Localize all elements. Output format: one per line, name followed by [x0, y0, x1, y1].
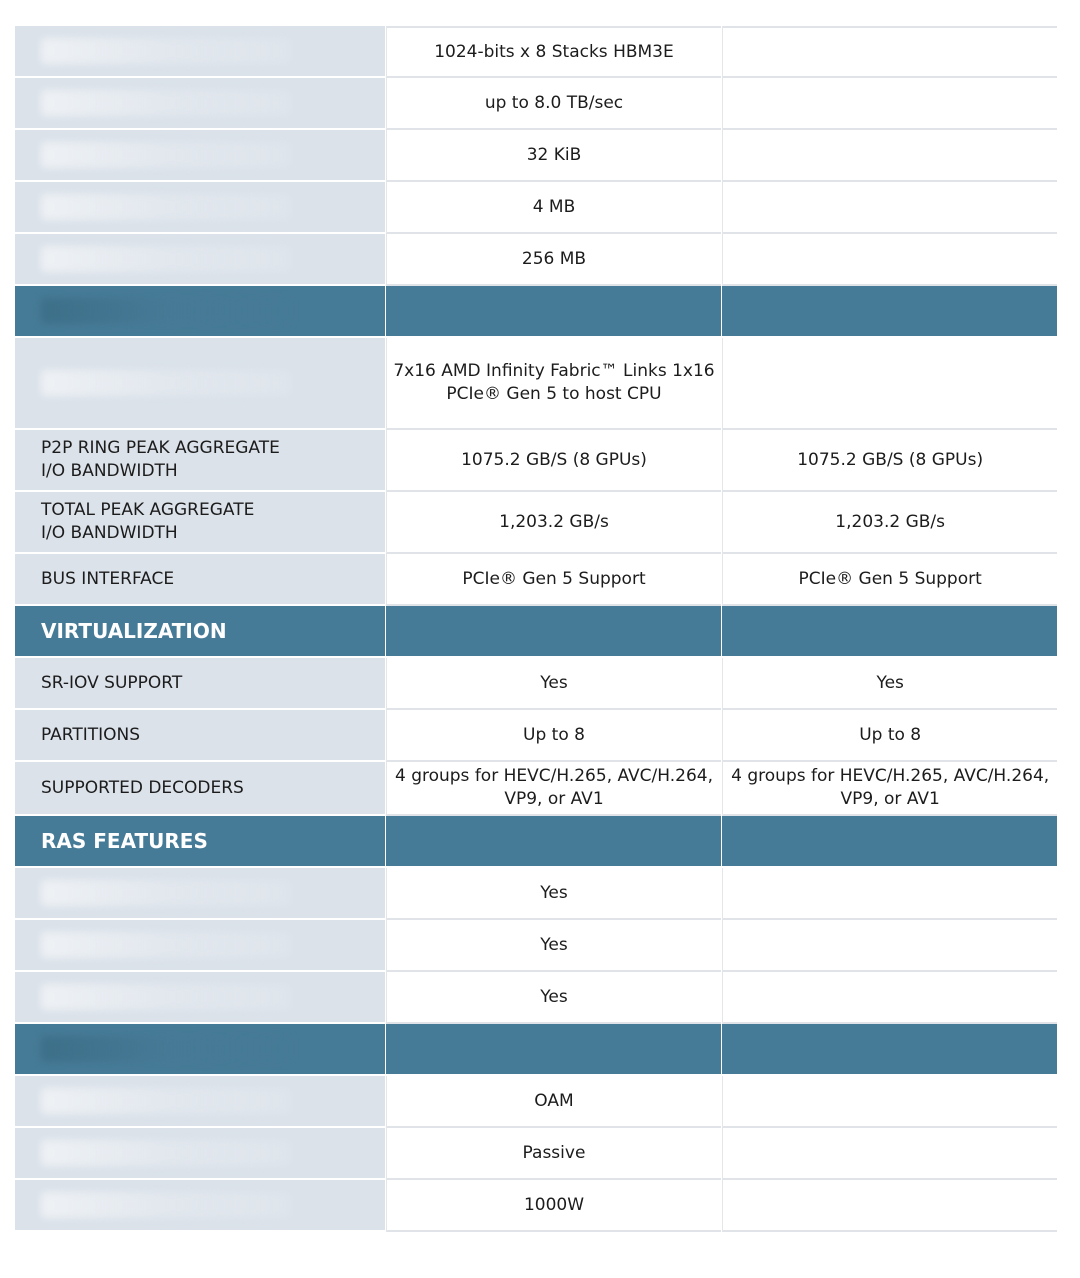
section-header-row — [15, 286, 1057, 338]
spec-label — [15, 868, 385, 920]
value-text: 1,203.2 GB/s — [835, 511, 946, 532]
spec-label — [15, 554, 385, 606]
section-header-row — [15, 606, 1057, 658]
spec-value-col1 — [386, 1128, 722, 1180]
spec-value-col2 — [722, 868, 1057, 920]
spec-label — [15, 1180, 385, 1232]
spec-value-col1 — [386, 972, 722, 1024]
label-text: TOTAL PEAK AGGREGATE I/O BANDWIDTH — [41, 500, 255, 543]
redacted-label-placeholder — [41, 246, 291, 272]
spec-value-col1 — [386, 78, 722, 130]
spec-value-col1 — [386, 920, 722, 972]
value-text: 32 KiB — [526, 144, 582, 165]
redacted-label-placeholder — [41, 880, 291, 906]
spec-value-col1 — [386, 710, 722, 762]
spec-value-col1 — [386, 234, 722, 286]
spec-value-col2 — [722, 1024, 1057, 1076]
spec-value-col2 — [722, 26, 1057, 78]
section-title — [15, 1024, 385, 1076]
spec-row — [15, 710, 1057, 762]
label-text: PARTITIONS — [41, 724, 141, 745]
spec-row — [15, 554, 1057, 606]
spec-label — [15, 1128, 385, 1180]
spec-label — [15, 78, 385, 130]
value-text: OAM — [534, 1090, 574, 1111]
section-title — [15, 816, 385, 868]
spec-value-col1 — [386, 130, 722, 182]
spec-value-col1 — [386, 554, 722, 606]
label-text: BUS INTERFACE — [41, 568, 175, 589]
label-text: SR-IOV SUPPORT — [41, 672, 183, 693]
value-text: 1000W — [523, 1194, 585, 1215]
value-text: 1075.2 GB/S (8 GPUs) — [461, 449, 647, 470]
redacted-label-placeholder — [41, 932, 291, 958]
spec-row — [15, 1180, 1057, 1232]
spec-label — [15, 920, 385, 972]
spec-label — [15, 658, 385, 710]
value-text: Up to 8 — [523, 724, 585, 745]
spec-label — [15, 430, 385, 492]
spec-row — [15, 130, 1057, 182]
spec-label — [15, 338, 385, 430]
label-text: SUPPORTED DECODERS — [41, 777, 244, 798]
spec-value-col1 — [386, 182, 722, 234]
spec-row — [15, 972, 1057, 1024]
spec-value-col2 — [722, 492, 1057, 554]
spec-row — [15, 234, 1057, 286]
spec-value-col2 — [722, 816, 1057, 868]
spec-value-col1 — [386, 1024, 722, 1076]
label-text: RAS FEATURES — [41, 828, 208, 853]
section-title — [15, 286, 385, 338]
spec-value-col2 — [722, 338, 1057, 430]
value-text: Yes — [540, 986, 568, 1007]
redacted-label-placeholder — [41, 984, 291, 1010]
redacted-label-placeholder — [41, 370, 291, 396]
redacted-label-placeholder — [41, 1192, 291, 1218]
value-text: 4 MB — [532, 196, 576, 217]
spec-value-col1 — [386, 1180, 722, 1232]
spec-value-col1 — [386, 338, 722, 430]
spec-value-col1 — [386, 606, 722, 658]
spec-value-col1 — [386, 658, 722, 710]
spec-value-col1 — [386, 492, 722, 554]
spec-value-col1 — [386, 868, 722, 920]
spec-row — [15, 78, 1057, 130]
spec-row — [15, 762, 1057, 816]
spec-value-col2 — [722, 658, 1057, 710]
spec-value-col1 — [386, 816, 722, 868]
redacted-label-placeholder — [41, 142, 291, 168]
spec-value-col2 — [722, 554, 1057, 606]
section-header-row — [15, 816, 1057, 868]
spec-label — [15, 492, 385, 554]
spec-value-col2 — [722, 78, 1057, 130]
spec-value-col2 — [722, 130, 1057, 182]
spec-label — [15, 26, 385, 78]
spec-value-col2 — [722, 234, 1057, 286]
spec-value-col1 — [386, 430, 722, 492]
value-text: Up to 8 — [859, 724, 922, 745]
spec-row — [15, 658, 1057, 710]
label-text: VIRTUALIZATION — [41, 618, 227, 643]
value-text: up to 8.0 TB/sec — [484, 92, 624, 113]
value-text: PCIe® Gen 5 Support — [798, 568, 982, 589]
spec-value-col2 — [722, 182, 1057, 234]
spec-label — [15, 234, 385, 286]
value-text: Yes — [876, 672, 904, 693]
spec-label — [15, 1076, 385, 1128]
redacted-label-placeholder — [41, 90, 291, 116]
spec-row — [15, 430, 1057, 492]
value-text: 7x16 AMD Infinity Fabric™ Links 1x16 PCIe® Gen 5 to host CPU — [393, 361, 715, 404]
spec-value-col2 — [722, 1180, 1057, 1232]
spec-value-col2 — [722, 606, 1057, 658]
section-header-row — [15, 1024, 1057, 1076]
spec-label — [15, 710, 385, 762]
spec-row — [15, 868, 1057, 920]
label-text: P2P RING PEAK AGGREGATE I/O BANDWIDTH — [41, 438, 280, 481]
section-title — [15, 606, 385, 658]
spec-value-col2 — [722, 1128, 1057, 1180]
spec-row — [15, 1128, 1057, 1180]
spec-value-col2 — [722, 920, 1057, 972]
spec-row — [15, 492, 1057, 554]
spec-value-col1 — [386, 1076, 722, 1128]
spec-row — [15, 26, 1057, 78]
value-text: 1075.2 GB/S (8 GPUs) — [797, 449, 984, 470]
value-text: Yes — [540, 882, 568, 903]
redacted-label-placeholder — [41, 298, 291, 324]
redacted-label-placeholder — [41, 1036, 291, 1062]
spec-table — [15, 26, 1057, 1232]
spec-label — [15, 762, 385, 816]
spec-value-col2 — [722, 1076, 1057, 1128]
spec-row — [15, 338, 1057, 430]
spec-label — [15, 130, 385, 182]
value-text: 4 groups for HEVC/H.265, AVC/H.264, VP9, or AV1 — [394, 766, 714, 809]
spec-label — [15, 182, 385, 234]
spec-row — [15, 920, 1057, 972]
value-text: Yes — [540, 934, 568, 955]
redacted-label-placeholder — [41, 38, 291, 64]
redacted-label-placeholder — [41, 1140, 291, 1166]
spec-value-col1 — [386, 286, 722, 338]
spec-value-col2 — [722, 430, 1057, 492]
spec-value-col2 — [722, 286, 1057, 338]
value-text: 256 MB — [521, 248, 587, 269]
spec-value-col1 — [386, 762, 722, 816]
value-text: Yes — [540, 672, 568, 693]
spec-row — [15, 182, 1057, 234]
redacted-label-placeholder — [41, 1088, 291, 1114]
value-text: Passive — [522, 1142, 586, 1163]
spec-value-col2 — [722, 972, 1057, 1024]
spec-value-col2 — [722, 710, 1057, 762]
spec-label — [15, 972, 385, 1024]
spec-row — [15, 1076, 1057, 1128]
value-text: 1,203.2 GB/s — [499, 511, 609, 532]
spec-value-col2 — [722, 762, 1057, 816]
redacted-label-placeholder — [41, 194, 291, 220]
value-text: PCIe® Gen 5 Support — [462, 568, 646, 589]
value-text: 4 groups for HEVC/H.265, AVC/H.264, VP9, or AV1 — [731, 766, 1050, 809]
spec-value-col1 — [386, 26, 722, 78]
value-text: 1024-bits x 8 Stacks HBM3E — [434, 41, 674, 62]
